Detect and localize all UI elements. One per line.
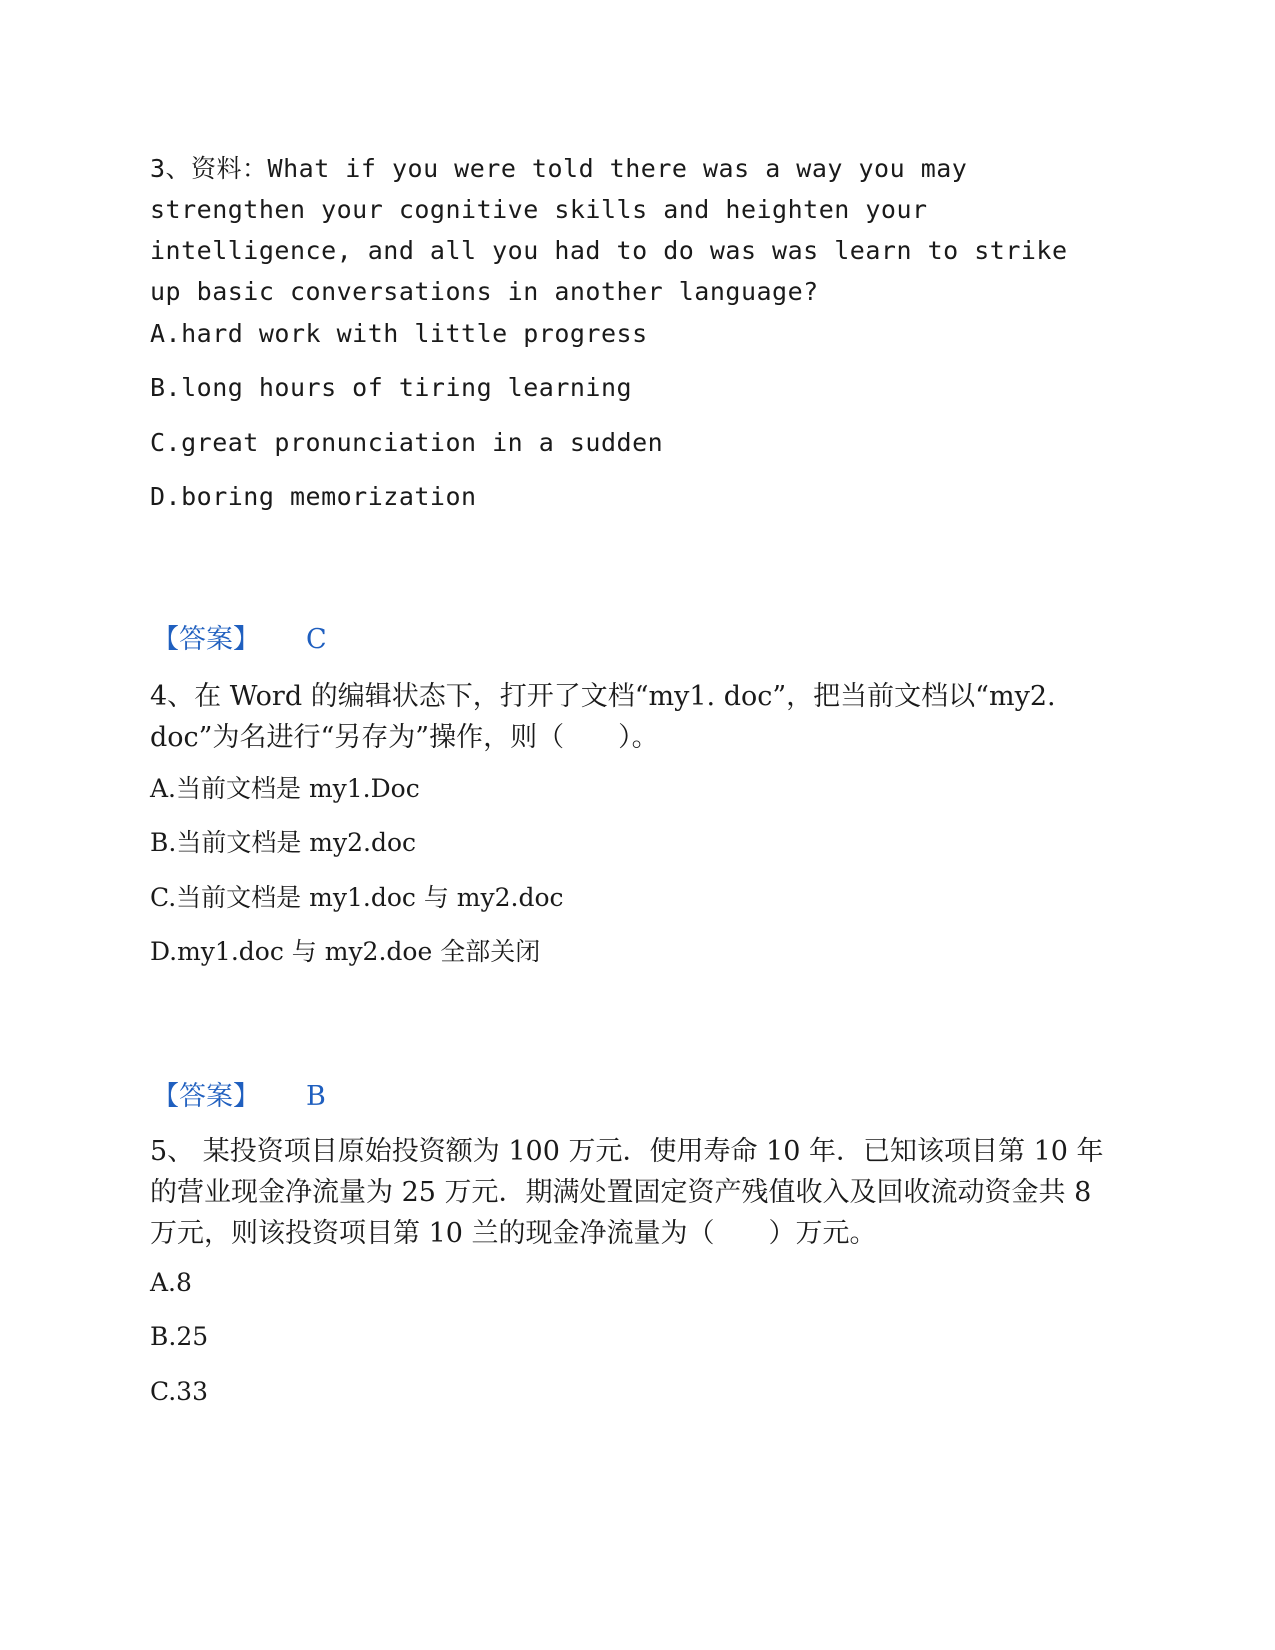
question-5-option-a: A.8 xyxy=(150,1268,192,1297)
question-3-option-b: B.long hours of tiring learning xyxy=(150,373,633,402)
question-4-answer xyxy=(152,1079,326,1115)
question-3-option-d: D.boring memorization xyxy=(150,482,477,511)
answer-value: B xyxy=(306,1081,326,1112)
question-3-answer xyxy=(152,622,327,658)
answer-value: C xyxy=(306,624,327,655)
question-5-stem: 5、 某投资项目原始投资额为 100 万元．使用寿命 10 年．已知该项目第 10 年的营业现金净流量为 25 万元．期满处置固定资产残值收入及回收流动资金共 8 万元，则该投资项目第 10 兰的现金净流量为（ ）万元。 xyxy=(150,1136,1104,1249)
answer-label: 【答案】 xyxy=(152,1081,260,1112)
question-5-option-c: C.33 xyxy=(150,1377,208,1406)
question-4-option-a: A.当前文档是 my1.Doc xyxy=(150,774,420,803)
question-4-option-c: C.当前文档是 my1.doc 与 my2.doc xyxy=(150,883,564,912)
question-3-option-c: C.great pronunciation in a sudden xyxy=(150,428,664,457)
question-5-option-b: B.25 xyxy=(150,1322,209,1351)
answer-label: 【答案】 xyxy=(152,624,260,655)
question-4-stem: 4、在 Word 的编辑状态下，打开了文档“my1. doc”，把当前文档以“my2. doc”为名进行“另存为”操作，则（ ）。 xyxy=(150,681,1056,753)
question-4-option-d: D.my1.doc 与 my2.doe 全部关闭 xyxy=(150,937,541,966)
question-3-option-a: A.hard work with little progress xyxy=(150,319,648,348)
question-3-stem: 3、资料：What if you were told there was a way you may strengthen your cognitive skills and heighten your intelligence, and all you had to do was was learn to strike up basic conversations in another language? xyxy=(150,154,1068,306)
question-4-option-b: B.当前文档是 my2.doc xyxy=(150,828,417,857)
